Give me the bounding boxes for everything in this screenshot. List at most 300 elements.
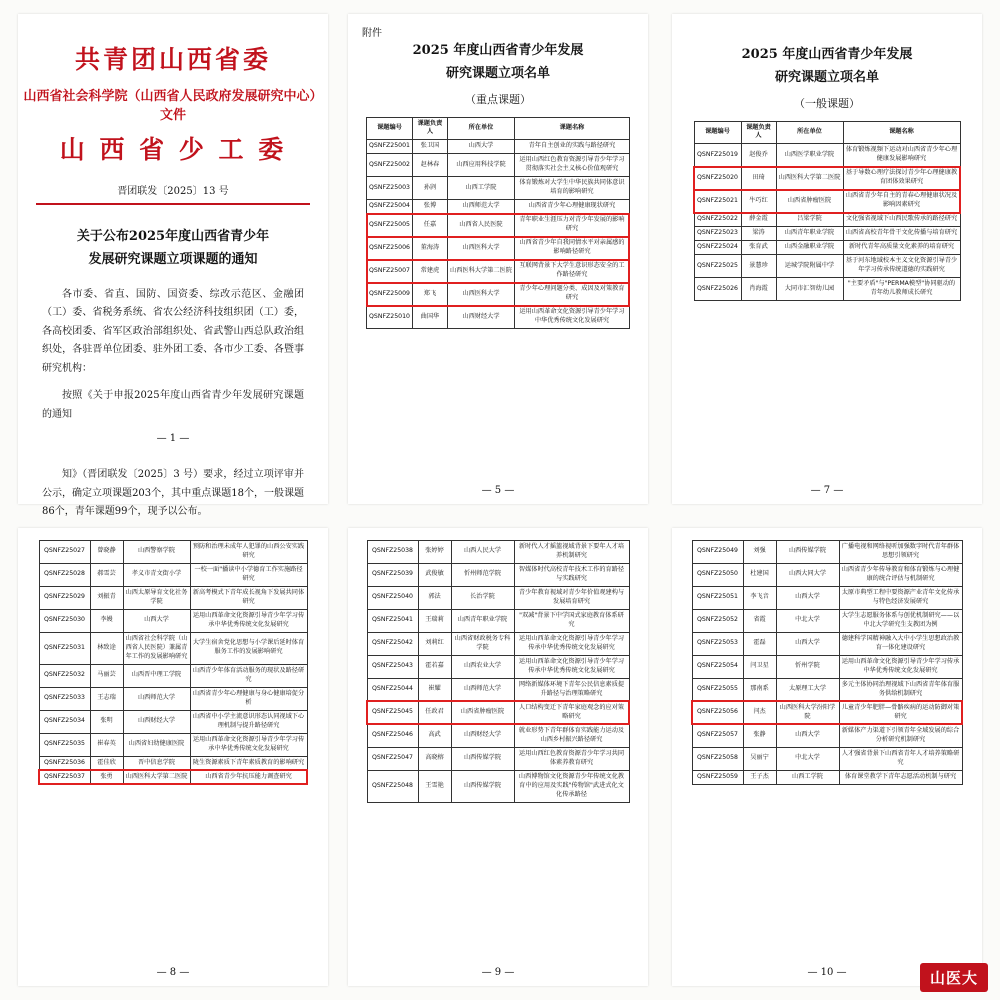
cell-project-leader: 林致途 xyxy=(90,632,123,664)
table-row xyxy=(39,664,307,687)
cell-project-title: 青年自主创业的实践与路径研究 xyxy=(514,140,629,154)
cell-project-leader: 刘振青 xyxy=(90,586,123,609)
cell-project-id: QSNFZ25057 xyxy=(692,724,743,747)
project-table-10 xyxy=(692,540,963,785)
table-row xyxy=(692,770,962,784)
cell-project-id: QSNFZ25054 xyxy=(692,655,743,678)
cell-project-unit: 山西医科大学第二医院 xyxy=(123,770,190,784)
cell-project-title: 新时代青年高质量文化素养的培育研究 xyxy=(843,241,960,255)
cell-project-unit: 山西师范大学 xyxy=(451,678,514,701)
table-row xyxy=(694,278,960,301)
table-row xyxy=(367,306,630,329)
cell-project-title: 就业形势下青年群体育实践能力运动及山西乡村振兴路径研究 xyxy=(514,724,629,747)
cell-project-leader: 曾晓静 xyxy=(90,541,123,564)
list-title-7-line2: 研究课题立项名单 xyxy=(774,69,879,85)
cell-project-id: QSNFZ25026 xyxy=(694,278,741,301)
list-title-7-line1: 2025 年度山西省青少年发展 xyxy=(741,47,913,62)
cell-project-title: 体育锻炼对大学生中华民族共同体意识培育的影响研究 xyxy=(514,177,629,200)
cell-project-title: 大学生志愿服务体系与创优机制研究——以中北大学研究生支教团为例 xyxy=(839,609,962,632)
cell-project-leader: 孙剀 xyxy=(412,177,447,200)
cell-project-unit: 山西大学 xyxy=(776,586,839,609)
cell-project-unit: 山西省肿瘤医院 xyxy=(451,701,514,724)
cell-project-title: 互联网背景下大学生意识形态安全的工作路径研究 xyxy=(514,260,629,283)
cell-project-title: 网络新媒体环境下青年公民信息素质提升路径与治理策略研究 xyxy=(514,678,629,701)
cell-project-leader: 霍佳欣 xyxy=(90,756,123,770)
cell-project-id: QSNFZ25042 xyxy=(367,632,418,655)
table-row xyxy=(692,747,962,770)
cell-project-leader: 霍若嘉 xyxy=(418,655,451,678)
table-row xyxy=(39,710,307,733)
cell-project-unit: 山西医科大学 xyxy=(447,283,514,306)
cell-project-title: 基于河东地域校本主义文化资源引导青少年学习传承传统道德的实践研究 xyxy=(843,255,960,278)
table-row xyxy=(39,609,307,632)
cell-project-id: QSNFZ25044 xyxy=(367,678,418,701)
cell-project-id: QSNFZ25010 xyxy=(367,306,413,329)
cell-project-unit: 山西太原导育文化社务学院 xyxy=(123,586,190,609)
title-line-2: 发展研究课题立项课题的通知 xyxy=(88,252,258,268)
table-row xyxy=(692,678,962,701)
table-row xyxy=(692,609,962,632)
cell-project-title: 文化强省视域下山西民歌传承的路径研究 xyxy=(843,213,960,227)
cell-project-leader: 闫卫星 xyxy=(743,655,776,678)
cell-project-unit: 山西传媒学院 xyxy=(451,770,514,802)
cell-project-unit: 山西财经大学 xyxy=(123,710,190,733)
col-unit: 所在单位 xyxy=(776,121,843,144)
page-number-8: — 8 — xyxy=(156,967,190,978)
table-row xyxy=(692,632,962,655)
cell-project-leader: 郑飞 xyxy=(412,283,447,306)
cell-project-id: QSNFZ25053 xyxy=(692,632,743,655)
page-number-5: — 5 — xyxy=(481,485,515,496)
col-title: 课题名称 xyxy=(843,121,960,144)
table-row xyxy=(367,541,629,564)
cell-project-title: 新媒体产力渠道下引领青年全域发展的综合分析研究机制研究 xyxy=(839,724,962,747)
cell-project-unit: 山西医科大学第二医院 xyxy=(776,167,843,190)
cell-project-leader: 李飞音 xyxy=(743,586,776,609)
cell-project-title: 山西省高校青年骨干文化传播与培育研究 xyxy=(843,227,960,241)
col-leader: 课题负责人 xyxy=(741,121,776,144)
title-line-1: 关于公布2025年度山西省青少年 xyxy=(76,229,270,244)
table-row xyxy=(367,632,629,655)
attachment-label: 附件 xyxy=(362,28,382,39)
cell-project-id: QSNFZ25024 xyxy=(694,241,741,255)
cell-project-leader: 那南系 xyxy=(743,678,776,701)
cell-project-unit: 山西财经大学 xyxy=(451,724,514,747)
cell-project-id: QSNFZ25022 xyxy=(694,213,741,227)
cell-project-title: 新高考模式下青年成长视角下发展共同体研究 xyxy=(190,586,307,609)
cell-project-title: 山西省中小学主流意识形态认同视域下心理机制与提升路径研究 xyxy=(190,710,307,733)
cell-project-id: QSNFZ25009 xyxy=(367,283,413,306)
notice-page xyxy=(18,14,328,518)
cell-project-leader: 崔耀 xyxy=(418,678,451,701)
cell-project-title: 预防和治理未成年人犯罪的山西公安实践研究 xyxy=(190,541,307,564)
cell-project-title: 基于导数心理疗法探讨青少年心理健康教育团体效果研究 xyxy=(843,167,960,190)
org-line-1: 共青团山西省委 xyxy=(74,45,271,74)
cell-project-leader: 曲国华 xyxy=(412,306,447,329)
table-row xyxy=(39,687,307,710)
cell-project-leader: 常建虎 xyxy=(412,260,447,283)
table-row xyxy=(367,214,630,237)
project-table-8 xyxy=(39,540,308,785)
cell-project-unit: 山西医科大学第二医院 xyxy=(447,260,514,283)
cell-project-leader: 杜建国 xyxy=(743,563,776,586)
cell-project-title: 人口结构变迁下青年家庭观念的应对策略研究 xyxy=(514,701,629,724)
list-subtitle-5: （重点课题） xyxy=(465,92,531,106)
cell-project-leader: 任政君 xyxy=(418,701,451,724)
cell-project-id: QSNFZ25033 xyxy=(39,687,90,710)
table-row xyxy=(367,609,629,632)
cell-project-leader: 马丽芸 xyxy=(90,664,123,687)
cell-project-title: 山西省青少年自主的青春心理健康状况及影响因素研究 xyxy=(843,190,960,213)
cell-project-id: QSNFZ25036 xyxy=(39,756,90,770)
cell-project-id: QSNFZ25030 xyxy=(39,609,90,632)
cell-project-title: 运用山西红色教育资源青少年学习共同体素养教育研究 xyxy=(514,747,629,770)
cell-project-title: 人才强省背景下山西省青年人才培养策略研究 xyxy=(839,747,962,770)
cell-project-leader: 王子杰 xyxy=(743,770,776,784)
project-table-7 xyxy=(694,121,961,302)
cell-project-unit: 晋中信息学院 xyxy=(123,756,190,770)
cell-project-leader: 武俊敏 xyxy=(418,563,451,586)
cell-project-id: QSNFZ25051 xyxy=(692,586,743,609)
cell-project-unit: 中北大学 xyxy=(776,747,839,770)
cell-project-unit: 忻州学院 xyxy=(776,655,839,678)
cell-project-id: QSNFZ25019 xyxy=(694,144,741,167)
cell-project-leader: 薛金霞 xyxy=(741,213,776,227)
red-divider xyxy=(36,203,310,205)
cell-project-leader: 张婷婷 xyxy=(418,541,451,564)
cell-project-unit: 山西工学院 xyxy=(776,770,839,784)
cell-project-leader: 高武 xyxy=(418,724,451,747)
cell-project-title: 大学生宿舍党化思想与小学课后延时体育服务工作的发展影响研究 xyxy=(190,632,307,664)
cell-project-unit: 山西医科大学汾阳学院 xyxy=(776,701,839,724)
cell-project-title: 运用山西革命文化资源引导青少年学习传承中华优秀传统文化发展研究 xyxy=(514,655,629,678)
cell-project-leader: 王志瑞 xyxy=(90,687,123,710)
col-unit: 所在单位 xyxy=(447,117,514,140)
page-number-7: — 7 — xyxy=(810,485,844,496)
cell-project-id: QSNFZ25046 xyxy=(367,724,418,747)
table-row xyxy=(367,563,629,586)
cell-project-unit: 大同市汇智幼儿园 xyxy=(776,278,843,301)
cell-project-leader: 高晓榕 xyxy=(418,747,451,770)
cell-project-title: 太原市典型工程中要资源产业青年文化传承与特色经济发展研究 xyxy=(839,586,962,609)
col-title: 课题名称 xyxy=(514,117,629,140)
table-row xyxy=(694,167,960,190)
cell-project-title: 运用山西革命文化资源引导青少年学习中华优秀传统文化发展研究 xyxy=(514,306,629,329)
cell-project-title: 山西省青少年抗压能力调查研究 xyxy=(190,770,307,784)
cell-project-title: 多元主体协同治理视域下山西省青年体育服务供给机制研究 xyxy=(839,678,962,701)
cell-project-unit: 山西大学 xyxy=(123,609,190,632)
cell-project-id: QSNFZ25002 xyxy=(367,154,413,177)
cell-project-leader: 郭法 xyxy=(418,586,451,609)
cell-project-id: QSNFZ25007 xyxy=(367,260,413,283)
cell-project-unit: 山西传媒学院 xyxy=(776,541,839,564)
cell-project-title: 陇生资源素质下青年素质教育的影响研究 xyxy=(190,756,307,770)
org-line-2: 山西省社会科学院（山西省人民政府发展研究中心）文件 xyxy=(23,89,323,123)
table-row xyxy=(694,241,960,255)
table-row xyxy=(367,747,629,770)
cell-project-title: 山西青少年体育活动服务的现状及路径研究 xyxy=(190,664,307,687)
notice-body-cont xyxy=(42,466,304,522)
cell-project-unit: 长治学院 xyxy=(451,586,514,609)
cell-project-leader: 任嘉 xyxy=(412,214,447,237)
cell-project-unit: 山西省社会科学院（山西省人民医院）兼属青年工作的发展影响研究 xyxy=(123,632,190,664)
cell-project-title: 运用山西红色教育资源引导青少年学习贯彻落实社会主义核心价值观研究 xyxy=(514,154,629,177)
cell-project-leader: 张静 xyxy=(743,724,776,747)
cell-project-leader: 景慧珍 xyxy=(741,255,776,278)
table-row xyxy=(692,701,962,724)
cell-project-title: 德建科学国精神融入大中小学生思想政治教育一体化建设研究 xyxy=(839,632,962,655)
table-header-row xyxy=(367,117,630,140)
notice-paragraph-3: 知》（晋团联发〔2025〕3 号）要求，经过立项评审并公示，确定立项课题203个，其中重点课题18个，一般课题86个，青年课题99个，现予以公布。 xyxy=(42,469,304,518)
cell-project-title: 一校一面"播读中小学德育工作实施路径研究 xyxy=(190,563,307,586)
cell-project-id: QSNFZ25059 xyxy=(692,770,743,784)
cell-project-title: 体育锻炼视频下运动对山西省青少年心理健康发展影响研究 xyxy=(843,144,960,167)
table-row xyxy=(39,733,307,756)
cell-project-id: QSNFZ25045 xyxy=(367,701,418,724)
cell-project-title: 山西省青少年传导教育和体育锻炼与心理健康的统合评估与机制研究 xyxy=(839,563,962,586)
table-row xyxy=(367,770,629,802)
cell-project-id: QSNFZ25003 xyxy=(367,177,413,200)
list-page-7 xyxy=(672,14,982,504)
cell-project-unit: 孝义市青文街小学 xyxy=(123,563,190,586)
cell-project-leader: 李嫚 xyxy=(90,609,123,632)
cell-project-id: QSNFZ25039 xyxy=(367,563,418,586)
table-row xyxy=(367,260,630,283)
project-table-9 xyxy=(367,540,630,803)
col-id: 课题编号 xyxy=(694,121,741,144)
cell-project-title: 山西博物馆文化资源青少年传统文化教育中的应用及实践"传物馆"武进式化文化传承路径 xyxy=(514,770,629,802)
cell-project-leader: 张博 xyxy=(412,200,447,214)
list-page-9 xyxy=(348,528,648,986)
cell-project-id: QSNFZ25021 xyxy=(694,190,741,213)
cell-project-id: QSNFZ25038 xyxy=(367,541,418,564)
org-line-3: 山 西 省 少 工 委 xyxy=(59,135,287,164)
cell-project-unit: 山西青年职业学院 xyxy=(451,609,514,632)
cell-project-leader: 肖海霞 xyxy=(741,278,776,301)
cell-project-unit: 山西医科大学 xyxy=(447,237,514,260)
cell-project-id: QSNFZ25029 xyxy=(39,586,90,609)
table-row xyxy=(692,541,962,564)
cell-project-id: QSNFZ25058 xyxy=(692,747,743,770)
table-row xyxy=(39,756,307,770)
cell-project-id: QSNFZ25037 xyxy=(39,770,90,784)
watermark-logo: 山医大 xyxy=(920,963,988,992)
cell-project-leader: 田琦 xyxy=(741,167,776,190)
cell-project-unit: 吕梁学院 xyxy=(776,213,843,227)
cell-project-leader: 闫杰 xyxy=(743,701,776,724)
table-row xyxy=(39,541,307,564)
cell-project-id: QSNFZ25035 xyxy=(39,733,90,756)
list-title-5-line2: 研究课题立项名单 xyxy=(445,65,550,81)
table-header-row xyxy=(694,121,960,144)
page-number-10: — 10 — xyxy=(807,967,847,978)
cell-project-id: QSNFZ25032 xyxy=(39,664,90,687)
cell-project-unit: 山西金融职业学院 xyxy=(776,241,843,255)
col-id: 课题编号 xyxy=(367,117,413,140)
cell-project-leader: 张育武 xyxy=(741,241,776,255)
cell-project-leader: 王雪艳 xyxy=(418,770,451,802)
cell-project-unit: 山西医学职业学院 xyxy=(776,144,843,167)
list-page-8 xyxy=(18,528,328,986)
cell-project-id: QSNFZ25028 xyxy=(39,563,90,586)
cell-project-leader: 吴丽宁 xyxy=(743,747,776,770)
issuing-org xyxy=(18,40,328,166)
cell-project-id: QSNFZ25056 xyxy=(692,701,743,724)
cell-project-leader: 省霞 xyxy=(743,609,776,632)
cell-project-title: 山西省青少年自我同情水平对亲属感的影响路径研究 xyxy=(514,237,629,260)
cell-project-title: "双减"背景下中学国式家庭教育体系研究 xyxy=(514,609,629,632)
page-number-9: — 9 — xyxy=(481,967,515,978)
cell-project-unit: 山西晋中理工学院 xyxy=(123,664,190,687)
cell-project-unit: 山西省人民医院 xyxy=(447,214,514,237)
table-row xyxy=(367,200,630,214)
cell-project-leader: 刘莉红 xyxy=(418,632,451,655)
table-row xyxy=(367,237,630,260)
cell-project-unit: 山西财经大学 xyxy=(447,306,514,329)
cell-project-unit: 山西农业大学 xyxy=(451,655,514,678)
cell-project-leader: 梁涛 xyxy=(741,227,776,241)
cell-project-title: 新时代人才摇篮视域背景下要年人才培养机制研究 xyxy=(514,541,629,564)
notice-paragraph-1: 各市委、省直、国防、国资委、综改示范区、金融团（工）委、省税务系统、省农公经济科技组织团（工）委，各高校团委、省军区政治部组织处、省武警山西总队政治组织处，各驻晋单位团委、驻外团工委、各市少工委、各暨事研究机构： xyxy=(42,288,304,374)
page-title xyxy=(18,225,328,272)
cell-project-title: 运用山西革命文化资源引导青少年学习传承中华优秀传统文化发展研究 xyxy=(190,733,307,756)
table-row xyxy=(39,632,307,664)
cell-project-leader: 郝雪芸 xyxy=(90,563,123,586)
cell-project-title: 青年职业生涯压力对青少年发展的影响研究 xyxy=(514,214,629,237)
cell-project-unit: 运城学院附属中学 xyxy=(776,255,843,278)
cell-project-id: QSNFZ25027 xyxy=(39,541,90,564)
table-row xyxy=(367,724,629,747)
cell-project-unit: 山西工学院 xyxy=(447,177,514,200)
cell-project-leader: 赵俊乔 xyxy=(741,144,776,167)
table-row xyxy=(692,655,962,678)
cell-project-unit: 忻州师范学院 xyxy=(451,563,514,586)
cell-project-leader: 张勇 xyxy=(90,770,123,784)
table-row xyxy=(692,563,962,586)
cell-project-id: QSNFZ25050 xyxy=(692,563,743,586)
cell-project-title: 运用山西革命文化资源引导青少年学习传承中华优秀传统文化发展研究 xyxy=(514,632,629,655)
cell-project-leader: 张明 xyxy=(90,710,123,733)
cell-project-id: QSNFZ25043 xyxy=(367,655,418,678)
document-number: 晋团联发〔2025〕13 号 xyxy=(117,186,229,197)
cell-project-id: QSNFZ25052 xyxy=(692,609,743,632)
cell-project-title: 青少年心理问题分类、成因及对策教育研究 xyxy=(514,283,629,306)
cell-project-unit: 山西大学 xyxy=(776,724,839,747)
table-row xyxy=(367,678,629,701)
cell-project-id: QSNFZ25006 xyxy=(367,237,413,260)
cell-project-unit: 山西警察学院 xyxy=(123,541,190,564)
list-title-5-line1: 2025 年度山西省青少年发展 xyxy=(412,43,584,58)
cell-project-id: QSNFZ25004 xyxy=(367,200,413,214)
cell-project-leader: 王瑞莉 xyxy=(418,609,451,632)
table-row xyxy=(694,255,960,278)
list-subtitle-7: （一般课题） xyxy=(794,96,860,110)
cell-project-title: 山西省青少年心理健康与身心健康培促分析 xyxy=(190,687,307,710)
table-row xyxy=(39,770,307,784)
cell-project-id: QSNFZ25023 xyxy=(694,227,741,241)
table-row xyxy=(367,283,630,306)
cell-project-id: QSNFZ25048 xyxy=(367,770,418,802)
list-title-7 xyxy=(672,44,982,90)
table-row xyxy=(694,144,960,167)
cell-project-leader: 张卫国 xyxy=(412,140,447,154)
cell-project-leader: 牛巧红 xyxy=(741,190,776,213)
cell-project-title: 山西省青少年心理健康现状研究 xyxy=(514,200,629,214)
cell-project-title: 运用山西革命文化资源引导青少年学习传承中华优秀传统文化发展研究 xyxy=(839,655,962,678)
cell-project-title: 青少年教育视域对青少年价值观建构与发展培育研究 xyxy=(514,586,629,609)
cell-project-unit: 山西传媒学院 xyxy=(451,747,514,770)
project-table-5 xyxy=(366,117,630,330)
notice-body xyxy=(42,286,304,425)
table-row xyxy=(367,655,629,678)
cell-project-id: QSNFZ25034 xyxy=(39,710,90,733)
cell-project-unit: 山西大学 xyxy=(447,140,514,154)
table-row xyxy=(367,177,630,200)
cell-project-unit: 太原理工大学 xyxy=(776,678,839,701)
table-row xyxy=(367,154,630,177)
table-row xyxy=(692,586,962,609)
cell-project-unit: 山西大学 xyxy=(776,632,839,655)
cell-project-id: QSNFZ25040 xyxy=(367,586,418,609)
cell-project-leader: 崔春英 xyxy=(90,733,123,756)
cell-project-leader: 赵林春 xyxy=(412,154,447,177)
cell-project-unit: 山西师范大学 xyxy=(123,687,190,710)
cell-project-title: 广播电视和网络视听加强数字时代青年群体思想引领研究 xyxy=(839,541,962,564)
table-row xyxy=(694,227,960,241)
cell-project-leader: 董海涛 xyxy=(412,237,447,260)
cell-project-title: 儿童青少年肥胖—骨骼疾病的运动防御对策研究 xyxy=(839,701,962,724)
cell-project-title: 运用山西革命文化资源引导青少年学习传承中华优秀传统文化发展研究 xyxy=(190,609,307,632)
cell-project-id: QSNFZ25001 xyxy=(367,140,413,154)
list-page-5 xyxy=(348,14,648,504)
cell-project-id: QSNFZ25005 xyxy=(367,214,413,237)
page-number-1: — 1 — xyxy=(156,433,190,445)
cell-project-title: 智媒体时代高校青年技术工作的育路径与实践研究 xyxy=(514,563,629,586)
cell-project-id: QSNFZ25047 xyxy=(367,747,418,770)
cell-project-id: QSNFZ25055 xyxy=(692,678,743,701)
table-row xyxy=(694,213,960,227)
cell-project-id: QSNFZ25025 xyxy=(694,255,741,278)
cell-project-unit: 山西省肿瘤医院 xyxy=(776,190,843,213)
cell-project-unit: 山西省财政税务专科学院 xyxy=(451,632,514,655)
table-row xyxy=(367,586,629,609)
cell-project-leader: 霍磊 xyxy=(743,632,776,655)
cell-project-title: "主要矛盾"与"PERMA模型"协同驱动的青年幼儿教师成长研究 xyxy=(843,278,960,301)
cell-project-unit: 中北大学 xyxy=(776,609,839,632)
list-page-10 xyxy=(672,528,982,986)
table-row xyxy=(692,724,962,747)
list-title-5 xyxy=(348,40,648,86)
table-row xyxy=(694,190,960,213)
notice-paragraph-2: 按照《关于申报2025年度山西省青少年发展研究课题的通知 xyxy=(42,390,304,420)
cell-project-id: QSNFZ25031 xyxy=(39,632,90,664)
cell-project-leader: 刘强 xyxy=(743,541,776,564)
cell-project-unit: 山西青年职业学院 xyxy=(776,227,843,241)
cell-project-unit: 山西人民大学 xyxy=(451,541,514,564)
cell-project-unit: 山西师范大学 xyxy=(447,200,514,214)
cell-project-unit: 山西应用科技学院 xyxy=(447,154,514,177)
cell-project-id: QSNFZ25041 xyxy=(367,609,418,632)
cell-project-id: QSNFZ25049 xyxy=(692,541,743,564)
cell-project-id: QSNFZ25020 xyxy=(694,167,741,190)
cell-project-unit: 山西大同大学 xyxy=(776,563,839,586)
table-row xyxy=(39,586,307,609)
col-leader: 课题负责人 xyxy=(412,117,447,140)
cell-project-title: 体育课堂教学下青年志愿活动机制与研究 xyxy=(839,770,962,784)
table-row xyxy=(367,701,629,724)
table-row xyxy=(367,140,630,154)
cell-project-unit: 山西省妇幼健康医院 xyxy=(123,733,190,756)
